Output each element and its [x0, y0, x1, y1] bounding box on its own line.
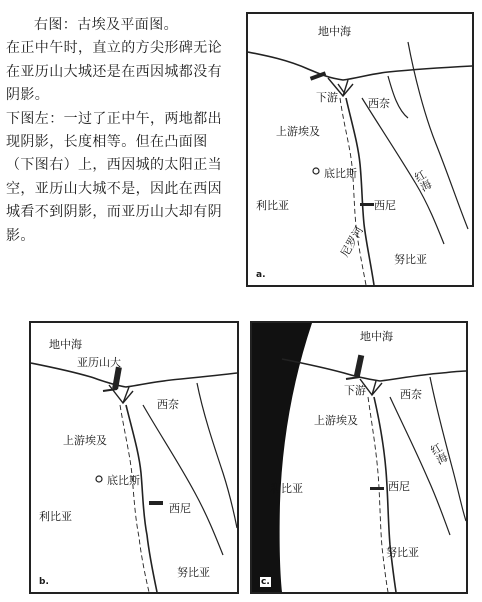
red-sea-west — [143, 405, 223, 555]
map-b-flat-egypt-afternoon — [29, 321, 239, 594]
mediterranean-coast — [248, 52, 472, 80]
shadow-alexandria — [346, 377, 360, 379]
mediterranean-coast — [31, 363, 237, 387]
label-upper-egypt: 上游埃及 — [314, 414, 358, 427]
map-b-drawing — [31, 323, 237, 592]
panel-letter-c: c. — [261, 577, 270, 587]
label-lower-egypt: 下游 — [344, 384, 366, 397]
nile-river — [374, 397, 396, 592]
thebes-marker — [313, 168, 319, 174]
label-sinai: 西奈 — [157, 398, 179, 411]
label-nubia: 努比亚 — [394, 253, 427, 266]
map-a-drawing — [248, 14, 472, 285]
label-red-sea: 红海 — [411, 167, 434, 194]
label-mediterranean: 地中海 — [318, 25, 351, 38]
red-sea-west — [362, 98, 444, 244]
caption-noon-paragraph: 在正中午时，直立的方尖形碑无论在亚历山大城还是在西因城都没有阴影。 — [6, 40, 222, 104]
label-syene: 西尼 — [169, 502, 191, 515]
label-sinai: 西奈 — [400, 388, 422, 401]
mediterranean-coast — [282, 359, 466, 381]
obelisk-syene — [149, 501, 163, 505]
obelisk-alexandria — [354, 355, 364, 378]
label-alexandria: 亚历山大 — [77, 356, 121, 369]
obelisk-syene — [360, 203, 374, 206]
label-upper-egypt: 上游埃及 — [276, 125, 320, 138]
label-thebes: 底比斯 — [107, 474, 140, 487]
caption-text — [6, 14, 232, 248]
nile-bank — [368, 397, 388, 592]
red-sea-west — [390, 397, 450, 535]
obelisk-syene — [370, 487, 384, 490]
nile-bank — [120, 405, 149, 592]
label-upper-egypt: 上游埃及 — [63, 434, 107, 447]
label-libya: 利比亚 — [39, 510, 72, 523]
label-thebes: 底比斯 — [324, 167, 357, 180]
map-a-flat-egypt — [246, 12, 474, 287]
label-lower-egypt: 下游 — [316, 91, 338, 104]
label-syene: 西尼 — [374, 199, 396, 212]
panel-letter-a: a. — [256, 270, 266, 280]
map-c-curved-egypt — [250, 321, 468, 594]
label-libya: 利比亚 — [270, 482, 303, 495]
label-mediterranean: 地中海 — [360, 330, 393, 343]
sinai-gulf — [388, 76, 408, 118]
panel-letter-b: b. — [39, 577, 49, 587]
label-sinai: 西奈 — [368, 97, 390, 110]
shadow-alexandria — [103, 389, 117, 391]
label-libya: 利比亚 — [256, 199, 289, 212]
label-nubia: 努比亚 — [386, 546, 419, 559]
nile-river — [126, 405, 157, 592]
label-nubia: 努比亚 — [177, 566, 210, 579]
label-mediterranean: 地中海 — [49, 338, 82, 351]
caption-afternoon-paragraph: 下图左：一过了正中午，两地都出现阴影，长度相等。但在凸面图（下图右）上，西因城的太阳正当空，亚历山大城不是，因此在西因城看不到阴影，而亚历山大却有阴影。 — [6, 110, 222, 244]
label-red-sea: 红海 — [427, 440, 450, 467]
thebes-marker — [96, 476, 102, 482]
red-sea-east — [197, 383, 237, 528]
label-nile: 尼罗河 — [338, 224, 366, 260]
label-syene: 西尼 — [388, 480, 410, 493]
caption-title: 右图：古埃及平面图。 — [34, 17, 178, 33]
